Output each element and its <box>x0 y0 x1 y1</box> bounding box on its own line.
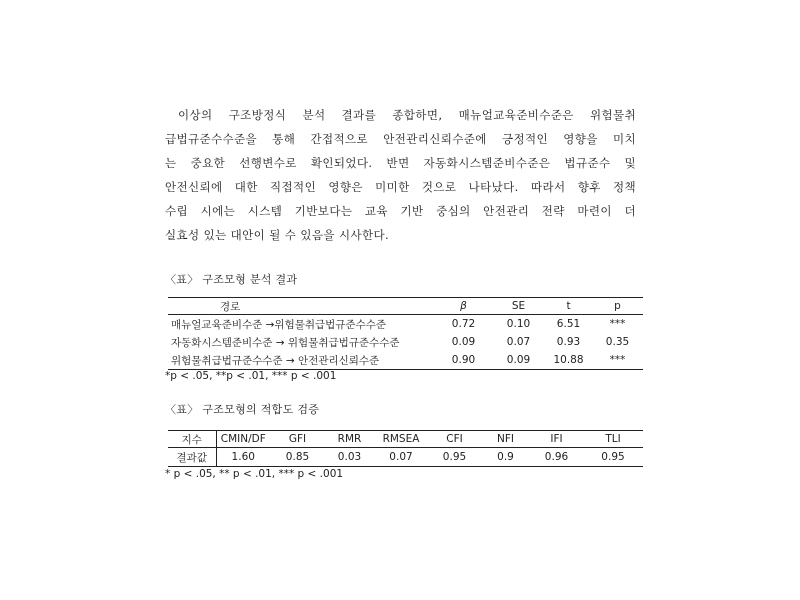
header-rmr: RMR <box>337 433 362 445</box>
header-gfi: GFI <box>288 433 307 445</box>
cell-beta: 0.90 <box>451 354 476 366</box>
paragraph-line: 실효성 있는 대안이 될 수 있음을 시사한다. <box>165 228 390 242</box>
model-fit-table <box>168 430 643 467</box>
cell-nfi: 0.9 <box>497 451 514 463</box>
table-row <box>168 315 643 334</box>
header-rmsea: RMSEA <box>382 433 420 445</box>
header-path: 경로 <box>220 300 241 313</box>
cell-p: 0.35 <box>605 336 630 348</box>
structural-model-results-table <box>168 297 643 370</box>
cell-ifi: 0.96 <box>544 451 569 463</box>
header-se: SE <box>511 300 526 312</box>
header-cfi: CFI <box>446 433 463 445</box>
summary-paragraph <box>165 107 636 251</box>
cell-t: 6.51 <box>556 318 581 330</box>
paragraph-line: 이상의 구조방정식 분석 결과를 종합하면, 매뉴얼교육준비수준은 위험물취 <box>178 108 636 122</box>
cell-beta: 0.09 <box>451 336 476 348</box>
cell-rmr: 0.03 <box>337 451 362 463</box>
table2-significance-note: * p < .05, ** p < .01, *** p < .001 <box>165 468 344 480</box>
table1-title: 〈표〉 구조모형 분석 결과 <box>165 273 298 286</box>
paragraph-line: 급법규준수수준을 통해 간접적으로 안전관리신뢰수준에 긍정적인 영향을 미치 <box>165 132 636 146</box>
cell-se: 0.10 <box>506 318 531 330</box>
cell-se: 0.09 <box>506 354 531 366</box>
table2-title: 〈표〉 구조모형의 적합도 검증 <box>165 403 320 416</box>
table1-significance-note: *p < .05, **p < .01, *** p < .001 <box>165 370 337 382</box>
cell-cfi: 0.95 <box>442 451 467 463</box>
header-cmin-df: CMIN/DF <box>220 433 266 445</box>
header-index: 지수 <box>168 431 216 448</box>
table-header-row <box>168 298 643 315</box>
cell-se: 0.07 <box>506 336 531 348</box>
cell-path: 위험물취급법규준수수준 → 안전관리신뢰수준 <box>171 354 380 367</box>
cell-result-label: 결과값 <box>168 448 216 467</box>
table-row <box>168 448 643 467</box>
table-row <box>168 351 643 370</box>
header-ifi: IFI <box>550 433 563 445</box>
cell-path: 매뉴얼교육준비수준 →위험물취급법규준수수준 <box>171 318 386 331</box>
cell-p: *** <box>609 318 626 330</box>
cell-gfi: 0.85 <box>285 451 310 463</box>
cell-cmin-df: 1.60 <box>231 451 255 463</box>
cell-beta: 0.72 <box>451 318 476 330</box>
header-beta: β <box>460 300 467 312</box>
cell-t: 0.93 <box>556 336 581 348</box>
cell-rmsea: 0.07 <box>389 451 413 463</box>
header-tli: TLI <box>605 433 621 445</box>
header-p: p <box>614 300 621 312</box>
cell-tli: 0.95 <box>601 451 625 463</box>
table-row <box>168 333 643 351</box>
paragraph-line: 는 중요한 선행변수로 확인되었다. 반면 자동화시스템준비수준은 법규준수 및 <box>165 156 636 170</box>
cell-t: 10.88 <box>553 354 584 366</box>
cell-path: 자동화시스템준비수준 → 위험물취급법규준수수준 <box>171 336 400 349</box>
cell-p: *** <box>609 354 626 366</box>
table-header-row <box>168 431 643 448</box>
paragraph-line: 수립 시에는 시스템 기반보다는 교육 기반 중심의 안전관리 전략 마련이 더 <box>165 204 636 218</box>
header-t: t <box>566 300 571 312</box>
header-nfi: NFI <box>497 433 514 445</box>
paragraph-line: 안전신뢰에 대한 직접적인 영향은 미미한 것으로 나타났다. 따라서 향후 정책 <box>165 180 636 194</box>
